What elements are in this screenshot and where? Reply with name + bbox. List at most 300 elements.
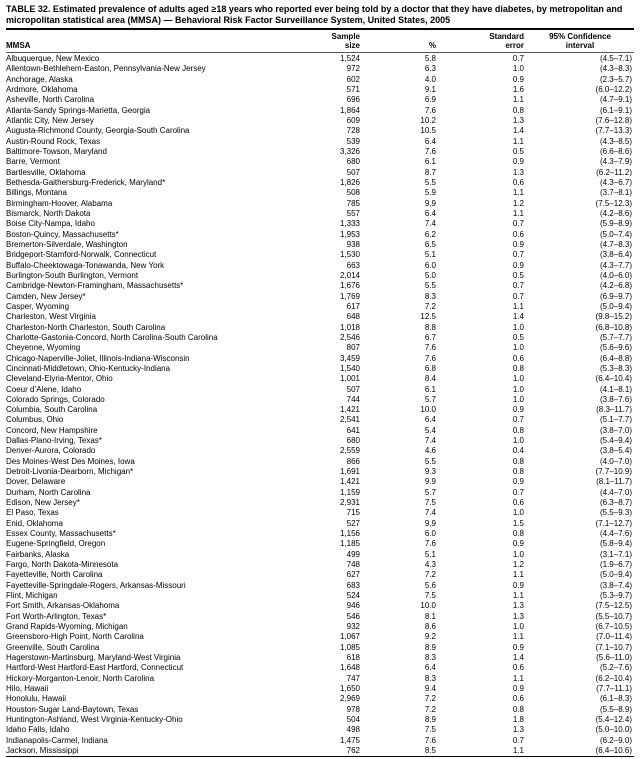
percent-cell: 5.5 [424,177,436,187]
mmsa-cell: Billings, Montana [6,188,67,198]
confidence-interval-cell: (5.0–9.4) [599,301,632,311]
confidence-interval-cell: (3.8–7.4) [599,580,632,590]
percent-cell: 9.2 [424,632,436,642]
table-row [6,643,634,653]
sample-size-cell: 1,085 [339,642,360,652]
mmsa-cell: Des Moines-West Des Moines, Iowa [6,456,135,466]
mmsa-cell: Dover, Delaware [6,477,66,487]
standard-error-cell: 0.7 [512,281,524,291]
percent-cell: 9.9 [424,518,436,528]
mmsa-cell: Coeur d’Alene, Idaho [6,384,82,394]
percent-cell: 5.0 [424,270,436,280]
table-row [6,374,634,384]
confidence-interval-cell: (7.0–11.4) [596,632,632,642]
percent-cell: 8.9 [424,642,436,652]
standard-error-cell: 1.0 [512,322,524,332]
confidence-interval-cell: (5.5–9.3) [599,508,632,518]
confidence-interval-cell: (7.6–12.8) [595,115,632,125]
mmsa-cell: Indianapolis-Carmel, Indiana [6,735,108,745]
confidence-interval-cell: (5.0–7.4) [599,229,632,239]
column-header-mmsa [6,29,296,53]
standard-error-cell: 0.9 [512,477,524,487]
confidence-interval-cell: (6.3–8.7) [599,498,632,508]
sample-size-cell: 508 [346,188,360,198]
confidence-interval-cell: (4.3–7.7) [599,260,632,270]
confidence-interval-cell: (5.3–8.3) [599,363,632,373]
percent-cell: 7.5 [424,591,436,601]
percent-cell: 7.2 [424,704,436,714]
confidence-interval-cell: (6.4–10.6) [595,745,632,755]
table-row [6,312,634,322]
table-row [6,333,634,343]
column-header-sample-line2: size [344,41,360,50]
table-row [6,684,634,694]
standard-error-cell: 0.6 [512,177,524,187]
standard-error-cell: 0.6 [512,663,524,673]
mmsa-cell: Flint, Michigan [6,591,58,601]
table-row [6,457,634,467]
percent-cell: 10.0 [420,405,436,415]
sample-size-cell: 557 [346,208,360,218]
sample-size-cell: 785 [346,198,360,208]
percent-cell: 9.1 [424,84,436,94]
mmsa-cell: Hilo, Hawaii [6,684,49,694]
table-row [6,601,634,611]
confidence-interval-cell: (4.7–8.3) [599,239,632,249]
mmsa-cell: Cambridge-Newton-Framingham, Massachusetts* [6,281,184,291]
percent-cell: 6.9 [424,95,436,105]
percent-cell: 6.7 [424,332,436,342]
standard-error-cell: 1.1 [512,301,524,311]
percent-cell: 7.6 [424,146,436,156]
percent-cell: 5.4 [424,425,436,435]
mmsa-cell: Fayetteville, North Carolina [6,570,103,580]
standard-error-cell: 0.7 [512,219,524,229]
sample-size-cell: 683 [346,580,360,590]
confidence-interval-cell: (6.9–9.7) [599,291,632,301]
standard-error-cell: 1.5 [512,518,524,528]
table-row [6,106,634,116]
table-row [6,674,634,684]
percent-cell: 8.9 [424,715,436,724]
confidence-interval-cell: (6.4–8.8) [599,353,632,363]
confidence-interval-cell: (7.7–10.9) [595,467,632,477]
mmsa-cell: Chicago-Naperville-Joliet, Illinois-Indiana-Wisconsin [6,353,190,363]
mmsa-cell: Cheyenne, Wyoming [6,343,81,353]
standard-error-cell: 1.2 [512,560,524,570]
column-header-se-line1: Standard [489,32,524,41]
sample-size-cell: 2,931 [339,498,360,508]
percent-cell: 5.6 [424,580,436,590]
sample-size-cell: 1,650 [339,684,360,694]
standard-error-cell: 1.1 [512,136,524,146]
table-row [6,209,634,219]
standard-error-cell: 0.5 [512,332,524,342]
table-row [6,230,634,240]
percent-cell: 4.6 [424,446,436,456]
mmsa-cell: Bremerton-Silverdale, Washington [6,239,128,249]
table-body [6,53,634,757]
mmsa-cell: Columbia, South Carolina [6,405,98,415]
percent-cell: 8.3 [424,291,436,301]
mmsa-cell: Enid, Oklahoma [6,518,63,528]
standard-error-cell: 1.0 [512,436,524,446]
standard-error-cell: 1.0 [512,508,524,518]
percent-cell: 6.4 [424,208,436,218]
table-row [6,446,634,456]
sample-size-cell: 1,001 [339,374,360,384]
standard-error-cell: 0.9 [512,74,524,84]
percent-cell: 6.8 [424,363,436,373]
sample-size-cell: 680 [346,436,360,446]
table-row [6,75,634,85]
percent-cell: 7.6 [424,735,436,745]
table-row [6,405,634,415]
sample-size-cell: 807 [346,343,360,353]
percent-cell: 5.8 [424,54,436,63]
standard-error-cell: 1.0 [512,622,524,632]
mmsa-cell: Camden, New Jersey* [6,291,86,301]
confidence-interval-cell: (5.5–10.7) [595,611,632,621]
mmsa-cell: Asheville, North Carolina [6,95,95,105]
standard-error-cell: 1.1 [512,673,524,683]
standard-error-cell: 1.1 [512,188,524,198]
table-row [6,415,634,425]
table-row [6,240,634,250]
table-row [6,529,634,539]
mmsa-cell: Idaho Falls, Idaho [6,725,70,735]
percent-cell: 7.6 [424,353,436,363]
confidence-interval-cell: (5.9–8.9) [599,219,632,229]
sample-size-cell: 1,159 [339,487,360,497]
table-row [6,147,634,157]
sample-size-cell: 1,953 [339,229,360,239]
standard-error-cell: 1.1 [512,570,524,580]
percent-cell: 10.5 [420,126,436,136]
standard-error-cell: 0.8 [512,704,524,714]
confidence-interval-cell: (6.1–9.1) [599,105,632,115]
percent-cell: 7.5 [424,498,436,508]
sample-size-cell: 715 [346,508,360,518]
confidence-interval-cell: (8.3–11.7) [596,405,632,415]
confidence-interval-cell: (7.5–12.5) [595,601,632,611]
percent-cell: 6.4 [424,136,436,146]
mmsa-cell: Concord, New Hampshire [6,425,98,435]
confidence-interval-cell: (4.4–7.6) [599,529,632,539]
table-row [6,95,634,105]
sample-size-cell: 1,769 [339,291,360,301]
table-row [6,488,634,498]
standard-error-cell: 1.4 [512,126,524,136]
standard-error-cell: 1.0 [512,394,524,404]
confidence-interval-cell: (8.1–11.7) [596,477,632,487]
standard-error-cell: 0.7 [512,291,524,301]
percent-cell: 7.4 [424,436,436,446]
table-row [6,178,634,188]
standard-error-cell: 0.7 [512,415,524,425]
percent-cell: 6.3 [424,64,436,74]
standard-error-cell: 0.9 [512,260,524,270]
standard-error-cell: 1.0 [512,374,524,384]
sample-size-cell: 527 [346,518,360,528]
table-row [6,715,634,725]
standard-error-cell: 0.7 [512,487,524,497]
table-header [6,29,634,53]
mmsa-cell: Birmingham-Hoover, Alabama [6,198,113,208]
mmsa-cell: Durham, North Carolina [6,487,91,497]
sample-size-cell: 498 [346,725,360,735]
table-row [6,560,634,570]
mmsa-cell: Austin-Round Rock, Texas [6,136,101,146]
table-row [6,53,634,65]
sample-size-cell: 641 [346,425,360,435]
mmsa-cell: Fayetteville-Springdale-Rogers, Arkansas-Missouri [6,580,186,590]
percent-cell: 9.9 [424,198,436,208]
sample-size-cell: 602 [346,74,360,84]
confidence-interval-cell: (4.0–6.0) [599,270,632,280]
sample-size-cell: 546 [346,611,360,621]
standard-error-cell: 0.6 [512,229,524,239]
percent-cell: 5.7 [424,487,436,497]
table-row [6,632,634,642]
percent-cell: 9.3 [424,467,436,477]
table-row [6,271,634,281]
percent-cell: 5.1 [424,549,436,559]
mmsa-cell: Greensboro-High Point, North Carolina [6,632,144,642]
sample-size-cell: 1,648 [339,663,360,673]
mmsa-cell: Essex County, Massachusetts* [6,529,116,539]
table-row [6,477,634,487]
mmsa-cell: Honolulu, Hawaii [6,694,67,704]
sample-size-cell: 499 [346,549,360,559]
mmsa-cell: Bridgeport-Stamford-Norwalk, Connecticut [6,250,157,260]
confidence-interval-cell: (3.8–7.0) [599,425,632,435]
confidence-interval-cell: (5.0–10.0) [595,725,632,735]
percent-cell: 7.4 [424,219,436,229]
mmsa-cell: Boston-Quincy, Massachusetts* [6,229,119,239]
confidence-interval-cell: (7.1–10.7) [595,642,632,652]
table-row [6,323,634,333]
percent-cell: 7.2 [424,301,436,311]
standard-error-cell: 1.1 [512,95,524,105]
table-row [6,539,634,549]
confidence-interval-cell: (3.7–8.1) [599,188,632,198]
percent-cell: 9.4 [424,684,436,694]
confidence-interval-cell: (6.2–9.0) [599,735,632,745]
prevalence-table [6,28,634,757]
percent-cell: 6.2 [424,229,436,239]
percent-cell: 7.2 [424,570,436,580]
percent-cell: 9.9 [424,477,436,487]
sample-size-cell: 571 [346,84,360,94]
sample-size-cell: 609 [346,115,360,125]
mmsa-cell: Colorado Springs, Colorado [6,394,105,404]
percent-cell: 8.6 [424,622,436,632]
table-row [6,498,634,508]
standard-error-cell: 1.3 [512,725,524,735]
percent-cell: 6.4 [424,415,436,425]
sample-size-cell: 728 [346,126,360,136]
sample-size-cell: 696 [346,95,360,105]
table-title: TABLE 32. Estimated prevalence of adults aged ≥18 years who reported ever being told by a doctor that they have diabetes, by metropolitan and micropolitan statistical area (MMSA) — Behavioral Risk Factor Surveillance System, United States, 2005 [6,4,623,25]
mmsa-cell: Houston-Sugar Land-Baytown, Texas [6,704,139,714]
mmsa-cell: Bismarck, North Dakota [6,208,91,218]
confidence-interval-cell: (5.5–8.9) [599,704,632,714]
standard-error-cell: 0.9 [512,157,524,167]
table-row [6,354,634,364]
mmsa-cell: Columbus, Ohio [6,415,64,425]
sample-size-cell: 946 [346,601,360,611]
sample-size-cell: 507 [346,167,360,177]
confidence-interval-cell: (6.2–10.4) [595,673,632,683]
table-row [6,653,634,663]
mmsa-cell: Ardmore, Oklahoma [6,84,78,94]
column-header-standard-error [450,29,526,53]
sample-size-cell: 1,540 [339,363,360,373]
percent-cell: 7.6 [424,539,436,549]
mmsa-cell: Charleston, West Virginia [6,312,96,322]
confidence-interval-cell: (5.1–7.7) [599,415,632,425]
confidence-interval-cell: (9.8–15.2) [595,312,632,322]
confidence-interval-cell: (4.3–6.7) [599,177,632,187]
standard-error-cell: 1.1 [512,745,524,755]
table-row [6,725,634,735]
confidence-interval-cell: (6.6–8.6) [599,146,632,156]
table-row [6,395,634,405]
sample-size-cell: 1,333 [339,219,360,229]
table-row [6,746,634,757]
standard-error-cell: 1.1 [512,591,524,601]
standard-error-cell: 0.9 [512,642,524,652]
table-row [6,705,634,715]
confidence-interval-cell: (4.5–7.1) [599,54,632,63]
mmsa-cell: Jackson, Mississippi [6,745,79,755]
standard-error-cell: 1.3 [512,611,524,621]
sample-size-cell: 978 [346,704,360,714]
sample-size-cell: 617 [346,301,360,311]
percent-cell: 8.8 [424,322,436,332]
mmsa-cell: Hartford-West Hartford-East Hartford, Connecticut [6,663,184,673]
standard-error-cell: 1.3 [512,601,524,611]
percent-cell: 4.3 [424,560,436,570]
confidence-interval-cell: (7.7–11.1) [596,684,632,694]
mmsa-cell: Fort Worth-Arlington, Texas* [6,611,107,621]
sample-size-cell: 1,156 [339,529,360,539]
standard-error-cell: 0.8 [512,425,524,435]
sample-size-cell: 762 [346,745,360,755]
confidence-interval-cell: (4.2–6.8) [599,281,632,291]
sample-size-cell: 747 [346,673,360,683]
standard-error-cell: 0.6 [512,498,524,508]
mmsa-cell: Albuquerque, New Mexico [6,54,100,63]
mmsa-cell: Detroit-Livonia-Dearborn, Michigan* [6,467,134,477]
table-row [6,622,634,632]
mmsa-cell: Boise City-Nampa, Idaho [6,219,95,229]
standard-error-cell: 0.7 [512,250,524,260]
percent-cell: 7.6 [424,343,436,353]
mmsa-cell: El Paso, Texas [6,508,59,518]
sample-size-cell: 938 [346,239,360,249]
table-row [6,364,634,374]
mmsa-cell: Buffalo-Cheektowaga-Tonawanda, New York [6,260,165,270]
table-row [6,281,634,291]
mmsa-cell: Cincinnati-Middletown, Ohio-Kentucky-Indiana [6,363,171,373]
sample-size-cell: 2,969 [339,694,360,704]
mmsa-cell: Hagerstown-Martinsburg, Maryland-West Virginia [6,653,181,663]
table-row [6,188,634,198]
percent-cell: 5.5 [424,281,436,291]
sample-size-cell: 972 [346,64,360,74]
sample-size-cell: 2,546 [339,332,360,342]
sample-size-cell: 648 [346,312,360,322]
standard-error-cell: 1.4 [512,312,524,322]
sample-size-cell: 663 [346,260,360,270]
standard-error-cell: 1.3 [512,167,524,177]
percent-cell: 6.4 [424,663,436,673]
percent-cell: 7.5 [424,725,436,735]
standard-error-cell: 0.8 [512,529,524,539]
confidence-interval-cell: (7.1–12.7) [595,518,632,528]
sample-size-cell: 748 [346,560,360,570]
mmsa-cell: Denver-Aurora, Colorado [6,446,96,456]
mmsa-cell: Hickory-Morganton-Lenoir, North Carolina [6,673,155,683]
column-header-sample-size [296,29,360,53]
confidence-interval-cell: (3.8–5.4) [599,446,632,456]
percent-cell: 6.1 [424,157,436,167]
standard-error-cell: 0.9 [512,684,524,694]
percent-cell: 10.0 [420,601,436,611]
standard-error-cell: 0.9 [512,539,524,549]
table-row [6,302,634,312]
percent-cell: 6.0 [424,529,436,539]
percent-cell: 8.3 [424,653,436,663]
confidence-interval-cell: (3.8–6.4) [599,250,632,260]
confidence-interval-cell: (4.3–8.5) [599,136,632,146]
table-row [6,612,634,622]
table-row [6,85,634,95]
standard-error-cell: 1.0 [512,64,524,74]
confidence-interval-cell: (3.1–7.1) [599,549,632,559]
sample-size-cell: 1,524 [339,54,360,63]
column-header-ci-line2: interval [565,41,595,50]
standard-error-cell: 1.0 [512,549,524,559]
table-row [6,64,634,74]
confidence-interval-cell: (5.3–9.7) [599,591,632,601]
sample-size-cell: 866 [346,456,360,466]
confidence-interval-cell: (5.4–12.4) [595,715,632,724]
table-row [6,343,634,353]
standard-error-cell: 1.1 [512,632,524,642]
table-row [6,116,634,126]
confidence-interval-cell: (5.4–9.4) [599,436,632,446]
mmsa-cell: Eugene-Springfield, Oregon [6,539,106,549]
table-row [6,292,634,302]
table-row [6,219,634,229]
standard-error-cell: 1.3 [512,115,524,125]
confidence-interval-cell: (1.9–6.7) [599,560,632,570]
sample-size-cell: 1,185 [339,539,360,549]
table-row [6,663,634,673]
standard-error-cell: 1.6 [512,84,524,94]
table-row [6,250,634,260]
confidence-interval-cell: (5.8–9.4) [599,539,632,549]
table-row [6,581,634,591]
confidence-interval-cell: (4.1–8.1) [599,384,632,394]
percent-cell: 8.7 [424,167,436,177]
mmsa-cell: Bethesda-Gaithersburg-Frederick, Maryland* [6,177,166,187]
confidence-interval-cell: (6.7–10.5) [595,622,632,632]
percent-cell: 5.1 [424,250,436,260]
